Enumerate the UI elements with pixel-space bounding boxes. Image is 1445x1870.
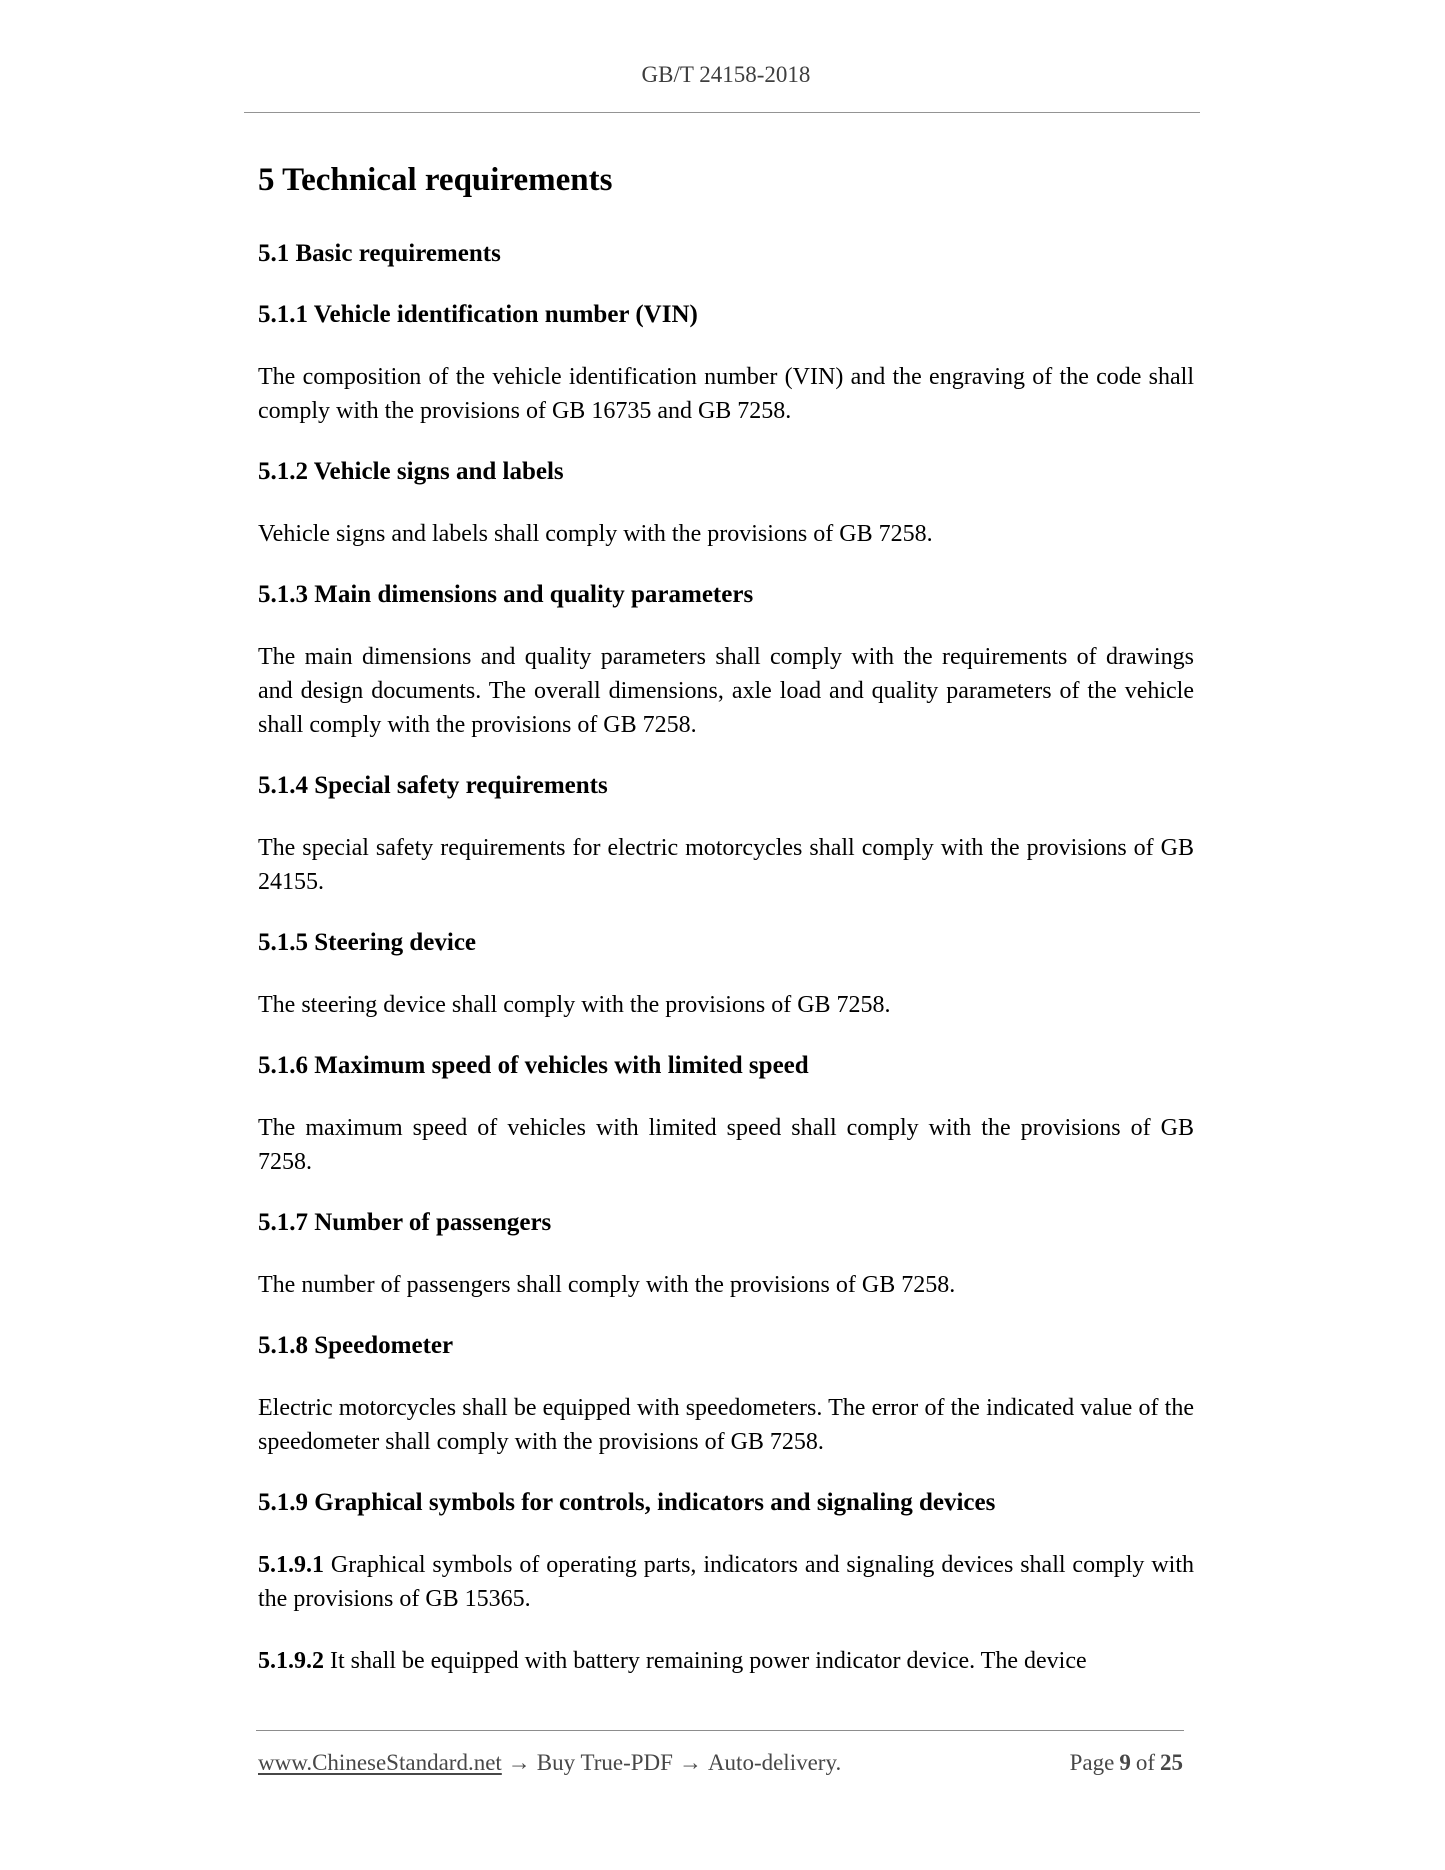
paragraph-5-1-2: Vehicle signs and labels shall comply with the provisions of GB 7258. bbox=[258, 521, 933, 547]
current-page-number: 9 bbox=[1119, 1750, 1131, 1775]
clause-label-5-1-9-2: 5.1.9.2 bbox=[258, 1648, 324, 1674]
heading-5-1-9: 5.1.9 Graphical symbols for controls, indicators and signaling devices bbox=[258, 1489, 996, 1516]
page-title: 5 Technical requirements bbox=[258, 162, 613, 198]
footer-divider bbox=[256, 1730, 1184, 1731]
paragraph-5-1-3: The main dimensions and quality parameters shall comply with the requirements of drawings and design documents. The overall dimensions, axle load and quality parameters of the vehicle shall comply with the provisions of GB 7258. bbox=[258, 644, 1194, 738]
buy-pdf-label: Buy True-PDF bbox=[536, 1750, 673, 1775]
clause-text-5-1-9-2: It shall be equipped with battery remaining power indicator device. The device bbox=[330, 1648, 1087, 1674]
heading-5-1: 5.1 Basic requirements bbox=[258, 240, 501, 267]
paragraph-5-1-9-1 bbox=[258, 1548, 1194, 1616]
footer-source-line bbox=[258, 1748, 841, 1778]
paragraph-5-1-6: The maximum speed of vehicles with limited speed shall comply with the provisions of GB 7258. bbox=[258, 1115, 1194, 1175]
right-arrow-icon: → bbox=[507, 1750, 531, 1775]
page-label: Page bbox=[1069, 1750, 1115, 1775]
paragraph-5-1-1: The composition of the vehicle identification number (VIN) and the engraving of the code shall comply with the provisions of GB 16735 and GB 7258. bbox=[258, 364, 1194, 424]
page-footer bbox=[258, 1748, 1188, 1778]
of-label: of bbox=[1135, 1750, 1155, 1775]
auto-delivery-label: Auto-delivery. bbox=[707, 1750, 842, 1775]
page-indicator bbox=[1070, 1748, 1188, 1778]
paragraph-5-1-9-2 bbox=[258, 1644, 1194, 1678]
heading-5-1-2: 5.1.2 Vehicle signs and labels bbox=[258, 458, 564, 485]
heading-5-1-3: 5.1.3 Main dimensions and quality parameters bbox=[258, 581, 754, 608]
heading-5-1-6: 5.1.6 Maximum speed of vehicles with limited speed bbox=[258, 1052, 809, 1079]
running-header-standard-code: GB/T 24158-2018 bbox=[641, 62, 811, 87]
heading-5-1-8: 5.1.8 Speedometer bbox=[258, 1332, 454, 1359]
clause-label-5-1-9-1: 5.1.9.1 bbox=[258, 1552, 324, 1578]
clause-text-5-1-9-1: Graphical symbols of operating parts, indicators and signaling devices shall comply with the provisions of GB 15365. bbox=[258, 1552, 1194, 1612]
paragraph-5-1-7: The number of passengers shall comply with the provisions of GB 7258. bbox=[258, 1272, 956, 1298]
header-divider bbox=[244, 112, 1200, 113]
total-page-number: 25 bbox=[1160, 1750, 1183, 1775]
website-link[interactable]: www.ChineseStandard.net bbox=[258, 1750, 502, 1775]
paragraph-5-1-8: Electric motorcycles shall be equipped with speedometers. The error of the indicated value of the speedometer shall comply with the provisions of GB 7258. bbox=[258, 1395, 1194, 1455]
heading-5-1-7: 5.1.7 Number of passengers bbox=[258, 1209, 552, 1236]
right-arrow-icon: → bbox=[678, 1750, 702, 1775]
heading-5-1-1: 5.1.1 Vehicle identification number (VIN) bbox=[258, 301, 698, 328]
page-content bbox=[258, 0, 1194, 1678]
paragraph-5-1-5: The steering device shall comply with the provisions of GB 7258. bbox=[258, 992, 891, 1018]
heading-5-1-5: 5.1.5 Steering device bbox=[258, 929, 477, 956]
heading-5-1-4: 5.1.4 Special safety requirements bbox=[258, 772, 608, 799]
paragraph-5-1-4: The special safety requirements for electric motorcycles shall comply with the provisions of GB 24155. bbox=[258, 835, 1194, 895]
